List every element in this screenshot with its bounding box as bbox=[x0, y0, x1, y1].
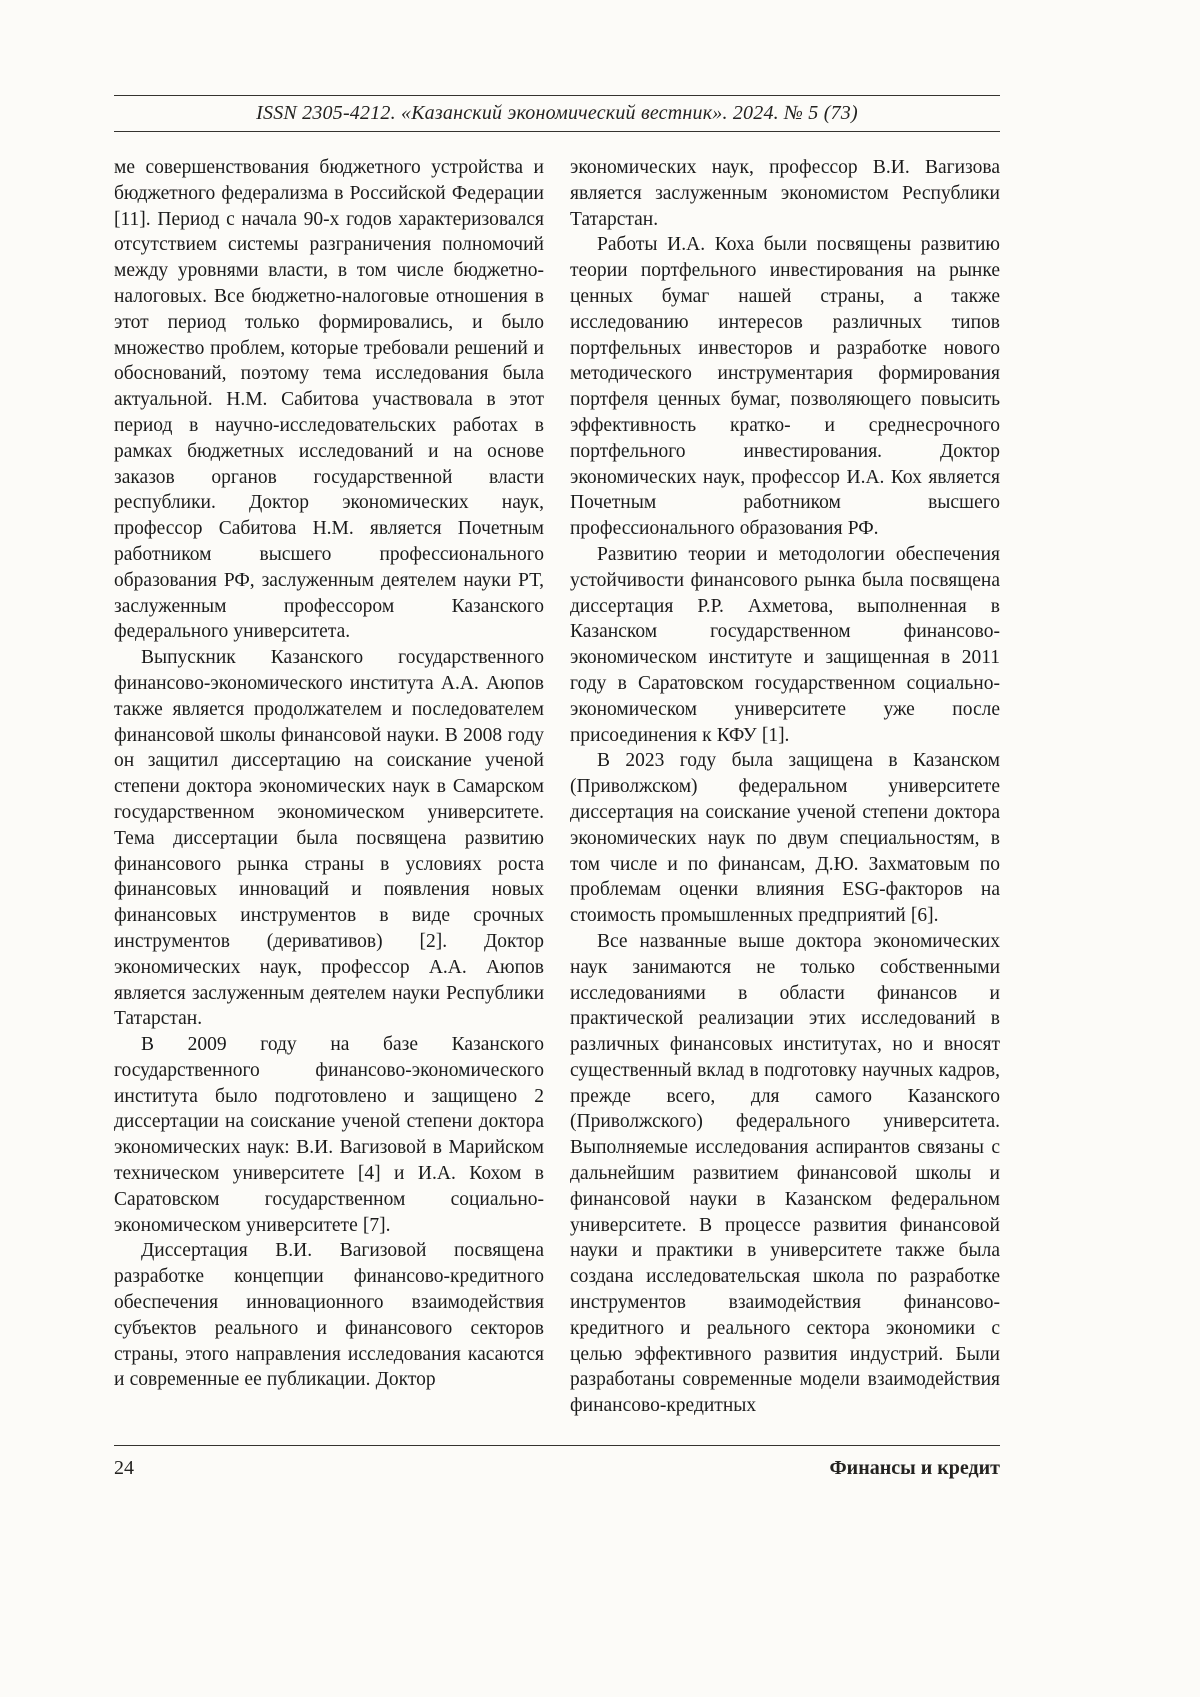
paragraph: экономических наук, профессор В.И. Вагизова является заслуженным экономистом Республики Татарстан. bbox=[570, 157, 1000, 230]
footer-rule bbox=[114, 1445, 1000, 1446]
page-header bbox=[114, 95, 1000, 132]
paragraph: В 2009 году на базе Казанского государственного финансово-экономического института было подготовлено и защищено 2 диссертации на соискание ученой степени доктора экономических наук: В.И. Вагизовой в Марийском техническом университете [4] и И.А. Кохом в Саратовском государственном социально-экономическом университете [7]. bbox=[114, 1034, 544, 1236]
left-column bbox=[114, 155, 544, 1419]
section-title: Финансы и кредит bbox=[829, 1457, 1000, 1479]
paragraph: ме совершенствования бюджетного устройства и бюджетного федерализма в Российской Федерации [11]. Период с начала 90-х годов характеризовался отсутствием системы разграничения полномочий между уровнями власти, в том числе бюджетно-налоговых. Все бюджетно-налоговые отношения в этот период только формировались, и было множество проблем, которые требовали решений и обоснований, поэтому тема исследования была актуальной. Н.М. Сабитова участвовала в этот период в научно-исследовательских работах в рамках бюджетных исследований и на основе заказов органов государственной власти республики. Доктор экономических наук, профессор Сабитова Н.М. является Почетным работником высшего профессионального образования РФ, заслуженным деятелем науки РТ, заслуженным профессором Казанского федерального университета. bbox=[114, 157, 544, 643]
paragraph: Все названные выше доктора экономических наук занимаются не только собственными исследованиями в области финансов и практической реализации этих исследований в различных финансовых институтах, но и вносят существенный вклад в подготовку научных кадров, прежде всего, для самого Казанского (Приволжского) федерального университета. Выполняемые исследования аспирантов связаны с дальнейшим развитием финансовой школы и финансовой науки в Казанском федеральном университете. В процессе развития финансовой науки и практики в университете также была создана исследовательская школа по разработке инструментов взаимодействия финансово-кредитного и реального сектора экономики с целью эффективного развития индустрий. Были разработаны современные модели взаимодействия финансово-кредитных bbox=[570, 930, 1000, 1417]
page-number: 24 bbox=[114, 1457, 134, 1479]
header-bottom-rule bbox=[114, 131, 1000, 132]
right-column bbox=[570, 155, 1000, 1419]
journal-issn-line: ISSN 2305-4212. «Казанский экономический вестник». 2024. № 5 (73) bbox=[256, 102, 858, 124]
paragraph: Диссертация В.И. Вагизовой посвящена разработке концепции финансово-кредитного обеспечения инновационного взаимодействия субъектов реального и финансового секторов страны, этого направления исследования касаются и современные ее публикации. Доктор bbox=[114, 1240, 544, 1391]
paragraph: Выпускник Казанского государственного финансово-экономического института А.А. Аюпов также является продолжателем и последователем финансовой школы финансовой науки. В 2008 году он защитил диссертацию на соискание ученой степени доктора экономических наук в Самарском государственном экономическом университете. Тема диссертации была посвящена развитию финансового рынка страны в условиях роста финансовых инноваций и появления новых финансовых инструментов в виде срочных инструментов (деривативов) [2]. Доктор экономических наук, профессор А.А. Аюпов является заслуженным деятелем науки Республики Татарстан. bbox=[114, 647, 544, 1030]
paragraph: В 2023 году была защищена в Казанском (Приволжском) федеральном университете диссертация на соискание ученой степени доктора экономических наук по двум специальностям, в том числе и по финансам, Д.Ю. Захматовым по проблемам оценки влияния ESG-факторов на стоимость промышленных предприятий [6]. bbox=[570, 750, 1000, 927]
paragraph: Работы И.А. Коха были посвящены развитию теории портфельного инвестирования на рынке ценных бумаг нашей страны, а также исследованию интересов различных типов портфельных инвесторов и разработке нового методического инструментария формирования портфеля ценных бумаг, позволяющего повысить эффективность кратко- и среднесрочного портфельного инвестирования. Доктор экономических наук, профессор И.А. Кох является Почетным работником высшего профессионального образования РФ. bbox=[570, 234, 1000, 540]
page-footer bbox=[114, 1445, 1000, 1480]
paragraph: Развитию теории и методологии обеспечения устойчивости финансового рынка была посвящена диссертация Р.Р. Ахметова, выполненная в Казанском государственном финансово-экономическом институте и защищенная в 2011 году в Саратовском государственном социально-экономическом университете уже после присоединения к КФУ [1]. bbox=[570, 543, 1000, 746]
article-body bbox=[114, 155, 1000, 1419]
